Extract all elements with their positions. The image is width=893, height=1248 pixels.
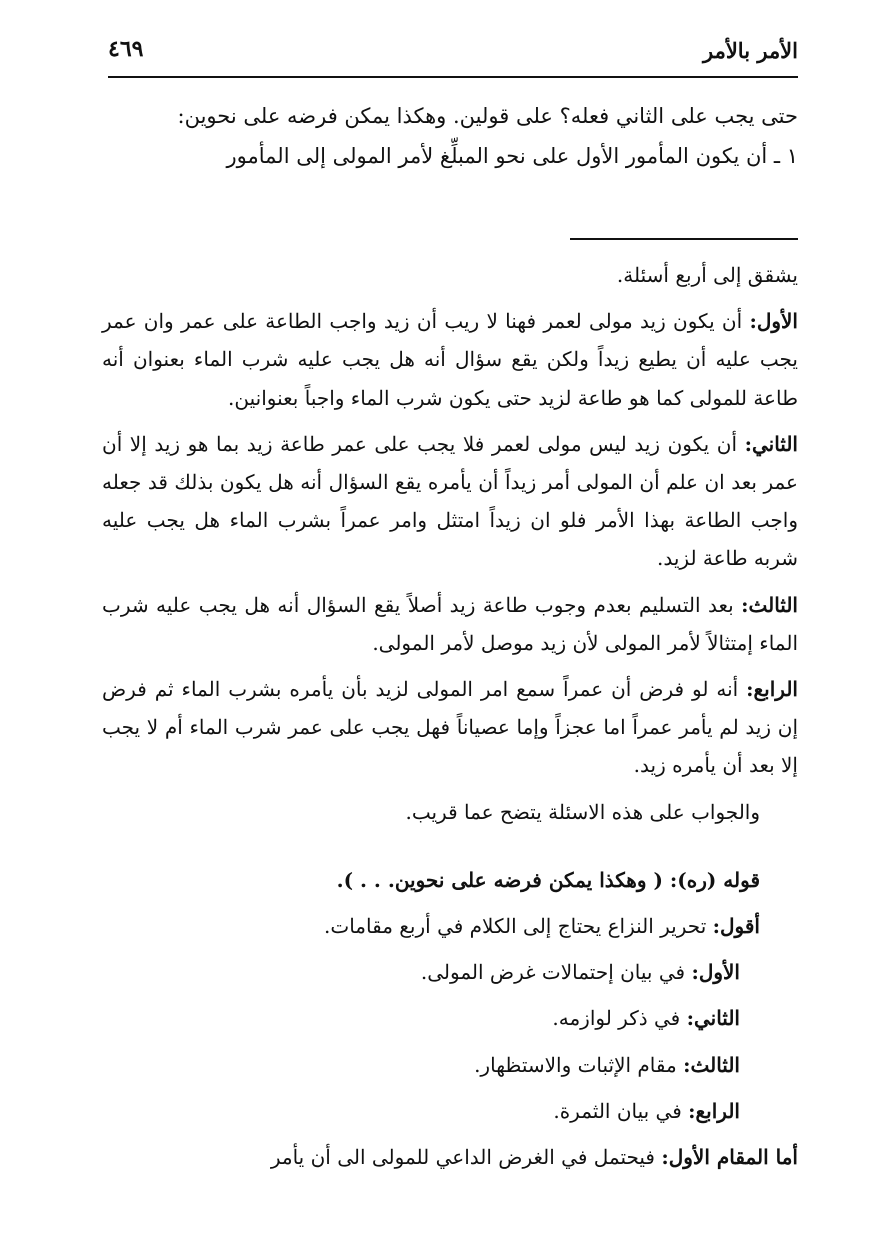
maqam-lead: الثاني: xyxy=(686,1006,740,1031)
question-lead: الثالث: xyxy=(741,592,798,617)
maqam-first-discussion xyxy=(102,1138,798,1176)
running-title: الأمر بالأمر xyxy=(702,38,798,63)
aqul-paragraph xyxy=(102,907,798,945)
main-text xyxy=(102,96,798,176)
discussion-text: فيحتمل في الغرض الداعي للمولى الى أن يأمر xyxy=(270,1145,662,1170)
main-paragraph: ١ ـ أن يكون المأمور الأول على نحو المبلِّغ لأمر المولى إلى المأمور xyxy=(226,144,798,168)
answer-note: والجواب على هذه الاسئلة يتضح عما قريب. xyxy=(405,799,760,824)
question-first xyxy=(102,302,798,417)
maqam-second xyxy=(102,999,798,1037)
discussion-lead: أما المقام الأول: xyxy=(661,1145,798,1170)
page-number: ٤٦٩ xyxy=(108,36,144,62)
maqam-first xyxy=(102,953,798,991)
aqul-lead: أقول: xyxy=(712,914,760,939)
maqam-lead: الرابع: xyxy=(688,1098,740,1123)
question-text: أن يكون زيد مولى لعمر فهنا لا ريب أن زيد واجب الطاعة على عمر وان عمر يجب عليه أن يطيع زيداً ولكن يقع سؤال أنه هل يجب عليه شرب الماء بعنوان أنه طاعة للمولى كما هو طاعة لزيد حتى يكون شرب الماء واجباً بعنوانين. xyxy=(102,309,798,410)
maqam-third xyxy=(102,1046,798,1084)
question-text: بعد التسليم بعدم وجوب طاعة زيد أصلاً يقع السؤال أنه هل يجب عليه شرب الماء إمتثالاً لأمر المولى لأن زيد موصل لأمر المولى. xyxy=(102,592,798,655)
question-second xyxy=(102,425,798,578)
maqam-lead: الثالث: xyxy=(683,1052,740,1077)
quote-heading xyxy=(102,861,798,899)
question-lead: الثاني: xyxy=(744,431,798,456)
question-lead: الأول: xyxy=(749,309,798,334)
maqam-text: في ذكر لوازمه. xyxy=(552,1006,687,1031)
quote-lead: قوله (ره): ( وهكذا يمكن فرضه على نحوين. . . ). xyxy=(336,867,760,892)
question-lead: الرابع: xyxy=(746,677,798,702)
question-text: أن يكون زيد ليس مولى لعمر فلا يجب على عمر طاعة زيد بما هو زيد إلا أن عمر بعد ان علم أن المولى أمر زيداً أن يأمره يقع السؤال أنه هل يكون بذلك قد جعله واجب الطاعة بهذا الأمر فلو ان زيداً امتثل وامر عمراً بشرب الماء هل يجب عليه شربه طاعة لزيد. xyxy=(102,431,798,571)
main-paragraph: حتى يجب على الثاني فعله؟ على قولين. وهكذا يمكن فرضه على نحوين: xyxy=(177,104,798,128)
footnote-intro: يشقق إلى أربع أسئلة. xyxy=(616,263,798,287)
footnote-separator xyxy=(570,238,798,240)
question-text: أنه لو فرض أن عمراً سمع امر المولى لزيد بأن يأمره بشرب الماء ثم فرض إن زيد لم يأمر عمراً اما عجزاً وإما عصياناً فهل يجب على عمر شرب الماء أم لا يجب إلا بعد أن يأمره زيد. xyxy=(102,677,798,778)
aqul-text: تحرير النزاع يحتاج إلى الكلام في أربع مقامات. xyxy=(324,914,713,939)
maqam-text: في بيان الثمرة. xyxy=(553,1098,689,1123)
maqam-lead: الأول: xyxy=(691,960,740,985)
maqam-text: مقام الإثبات والاستظهار. xyxy=(474,1052,684,1077)
maqam-fourth xyxy=(102,1092,798,1130)
question-third xyxy=(102,586,798,662)
page-header xyxy=(108,30,798,78)
header-rule xyxy=(108,76,798,78)
maqam-text: في بيان إحتمالات غرض المولى. xyxy=(420,960,692,985)
footnotes xyxy=(102,256,798,1176)
question-fourth xyxy=(102,670,798,785)
